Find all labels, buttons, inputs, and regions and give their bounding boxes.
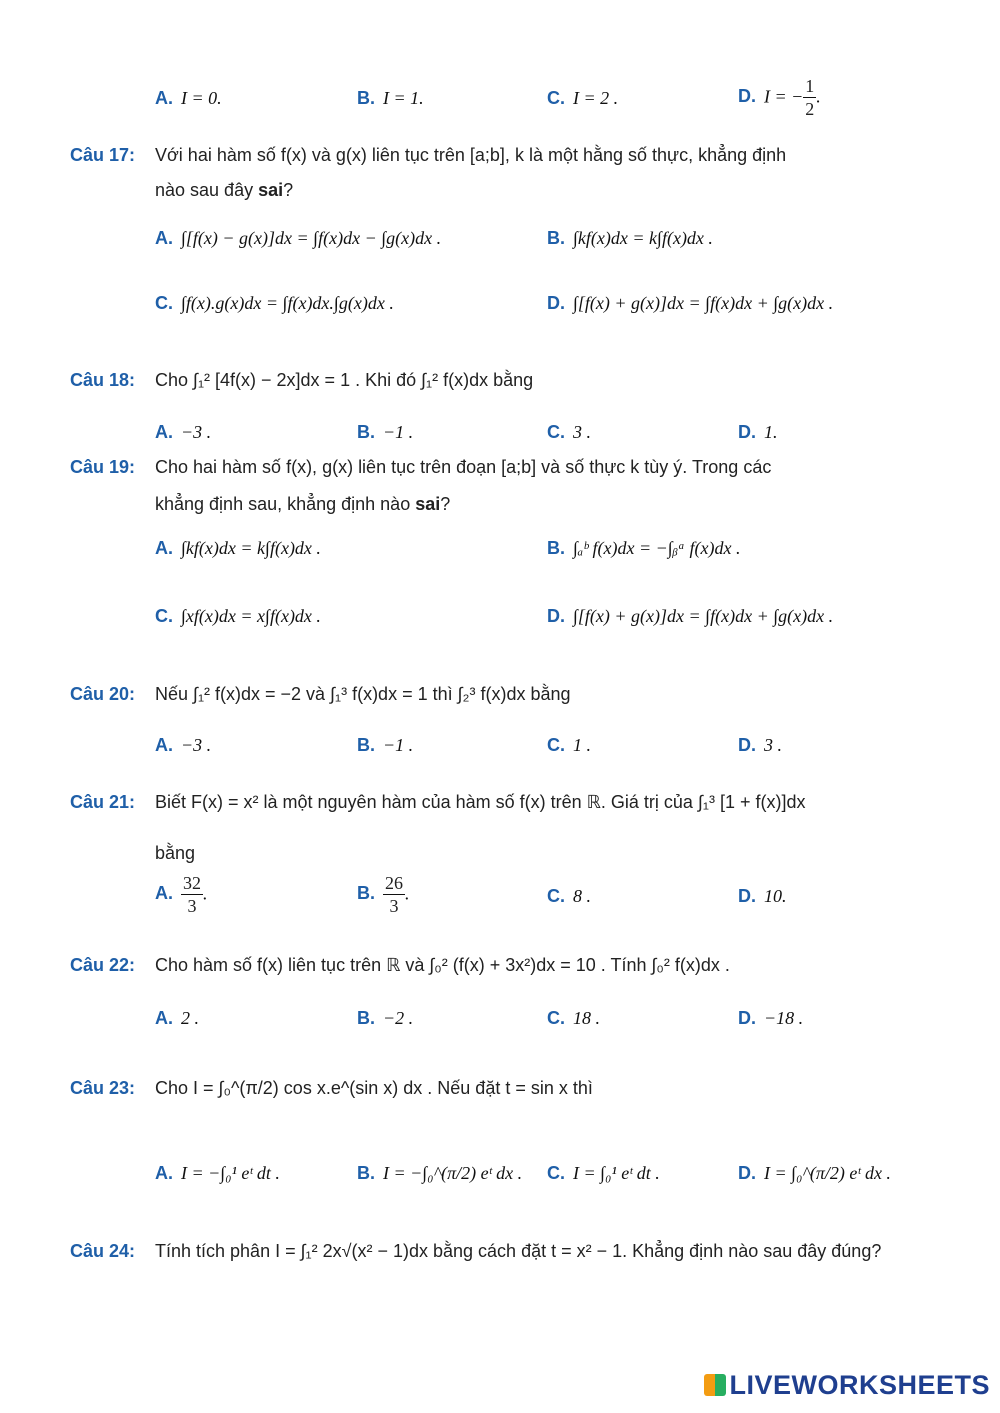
q17-label: Câu 17:: [70, 145, 136, 165]
q21-stem: Biết F(x) = x² là một nguyên hàm của hàm số f(x) trên ℝ. Giá trị của ∫₁³ [1 + f(x)]dx: [155, 792, 806, 812]
fraction: $\frac{26}{3}$: [385, 873, 403, 916]
q22-option-a[interactable]: A. 2 .: [155, 1008, 199, 1028]
q21-option-b[interactable]: B. $\frac{26}{3}$ .: [357, 873, 410, 916]
q16-option-b[interactable]: B. I = 1.: [357, 88, 424, 108]
q20-option-d[interactable]: D. 3 .: [738, 735, 782, 755]
q17-option-a[interactable]: A. ∫[f(x) − g(x)]dx = ∫f(x)dx − ∫g(x)dx .: [155, 228, 442, 248]
q18-option-c[interactable]: C. 3 .: [547, 422, 591, 442]
fraction: $\frac{32}{3}$: [183, 873, 201, 916]
logo-icon: [704, 1374, 726, 1396]
q20-option-c[interactable]: C. 1 .: [547, 735, 591, 755]
q21-stem-2: bằng: [155, 843, 196, 863]
q19-option-d[interactable]: D. ∫[f(x) + g(x)]dx = ∫f(x)dx + ∫g(x)dx .: [547, 606, 834, 626]
q24-label: Câu 24:: [70, 1241, 136, 1261]
q17-option-c[interactable]: C. ∫f(x).g(x)dx = ∫f(x)dx.∫g(x)dx .: [155, 293, 394, 313]
q23-option-a[interactable]: A. I = −∫₀¹ eᵗ dt .: [155, 1163, 280, 1183]
q21-option-d[interactable]: D. 10.: [738, 886, 787, 906]
q20-label: Câu 20:: [70, 684, 136, 704]
q16-option-d[interactable]: D. I = − $\frac{1}{2}$ .: [738, 76, 821, 119]
q17-stem-2: nào sau đây sai?: [155, 180, 294, 200]
q17-stem: Với hai hàm số f(x) và g(x) liên tục trên [a;b], k là một hằng số thực, khẳng định: [155, 145, 787, 165]
q23-label: Câu 23:: [70, 1078, 136, 1098]
q23-option-d[interactable]: D. I = ∫₀^(π/2) eᵗ dx .: [738, 1163, 891, 1183]
q21-option-c[interactable]: C. 8 .: [547, 886, 591, 906]
q17-option-d[interactable]: D. ∫[f(x) + g(x)]dx = ∫f(x)dx + ∫g(x)dx .: [547, 293, 834, 313]
q23-option-c[interactable]: C. I = ∫₀¹ eᵗ dt .: [547, 1163, 660, 1183]
q18-option-a[interactable]: A. −3 .: [155, 422, 212, 442]
q19-option-b[interactable]: B. ∫ₐᵇ f(x)dx = −∫ᵦᵃ f(x)dx .: [547, 538, 741, 558]
q18-option-b[interactable]: B. −1 .: [357, 422, 414, 442]
q21-option-a[interactable]: A. $\frac{32}{3}$ .: [155, 873, 208, 916]
q22-option-d[interactable]: D. −18 .: [738, 1008, 804, 1028]
q20-option-b[interactable]: B. −1 .: [357, 735, 414, 755]
q17-option-b[interactable]: B. ∫kf(x)dx = k∫f(x)dx .: [547, 228, 713, 248]
fraction: $\frac{1}{2}$: [805, 76, 815, 119]
q23-option-b[interactable]: B. I = −∫₀^(π/2) eᵗ dx .: [357, 1163, 523, 1183]
liveworksheets-logo: LIVEWORKSHEETS: [704, 1370, 990, 1401]
q22-label: Câu 22:: [70, 955, 136, 975]
q20-option-a[interactable]: A. −3 .: [155, 735, 212, 755]
q19-option-a[interactable]: A. ∫kf(x)dx = k∫f(x)dx .: [155, 538, 321, 558]
q18-stem: Cho ∫₁² [4f(x) − 2x]dx = 1 . Khi đó ∫₁² f(x)dx bằng: [155, 370, 534, 390]
q21-label: Câu 21:: [70, 792, 136, 812]
q18-option-d[interactable]: D. 1.: [738, 422, 778, 442]
q19-option-c[interactable]: C. ∫xf(x)dx = x∫f(x)dx .: [155, 606, 321, 626]
q22-option-b[interactable]: B. −2 .: [357, 1008, 414, 1028]
q16-option-a[interactable]: A. I = 0.: [155, 88, 222, 108]
q24-stem: Tính tích phân I = ∫₁² 2x√(x² − 1)dx bằng cách đặt t = x² − 1. Khẳng định nào sau đây đúng?: [155, 1241, 882, 1261]
q19-label: Câu 19:: [70, 457, 136, 477]
q19-stem: Cho hai hàm số f(x), g(x) liên tục trên đoạn [a;b] và số thực k tùy ý. Trong các: [155, 457, 772, 477]
q22-option-c[interactable]: C. 18 .: [547, 1008, 600, 1028]
q19-stem-2: khẳng định sau, khẳng định nào sai?: [155, 494, 451, 514]
q18-label: Câu 18:: [70, 370, 136, 390]
q23-stem: Cho I = ∫₀^(π/2) cos x.e^(sin x) dx . Nếu đặt t = sin x thì: [155, 1078, 593, 1098]
q16-option-c[interactable]: C. I = 2 .: [547, 88, 619, 108]
q22-stem: Cho hàm số f(x) liên tục trên ℝ và ∫₀² (f(x) + 3x²)dx = 10 . Tính ∫₀² f(x)dx .: [155, 955, 730, 975]
q20-stem: Nếu ∫₁² f(x)dx = −2 và ∫₁³ f(x)dx = 1 thì ∫₂³ f(x)dx bằng: [155, 684, 571, 704]
